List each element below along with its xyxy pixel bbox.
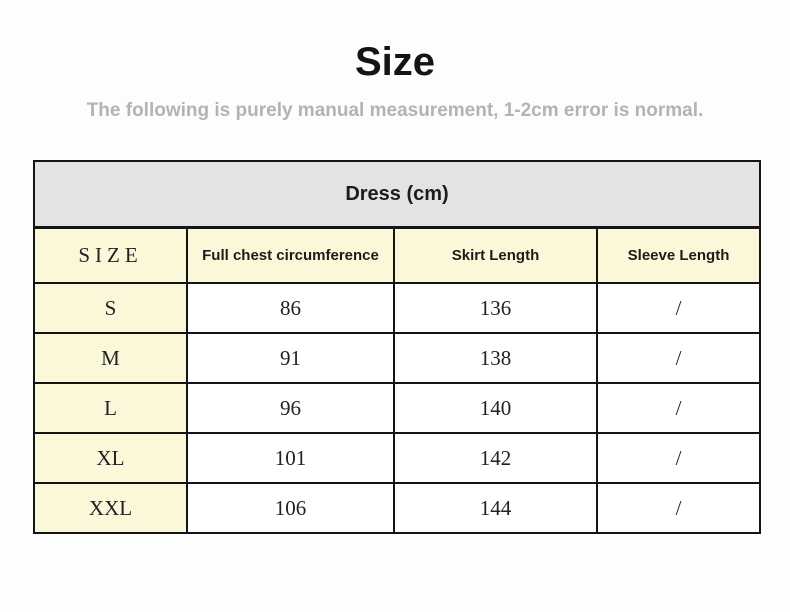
table-row-xl	[34, 433, 760, 483]
size-cell: S	[34, 283, 187, 333]
value-cell: /	[597, 333, 760, 383]
table-row-xxl	[34, 483, 760, 533]
size-table	[33, 160, 761, 534]
value-cell: 106	[187, 483, 394, 533]
page-title: Size	[354, 40, 436, 84]
column-header-skirt-length: Skirt Length	[394, 228, 597, 284]
table-row-m	[34, 333, 760, 383]
value-cell: 136	[394, 283, 597, 333]
value-cell: /	[597, 383, 760, 433]
table-row-s	[34, 283, 760, 333]
table-caption-row	[34, 161, 760, 228]
page-subtitle: The following is purely manual measurement, 1-2cm error is normal.	[86, 100, 704, 121]
size-cell: XXL	[34, 483, 187, 533]
value-cell: 142	[394, 433, 597, 483]
value-cell: 138	[394, 333, 597, 383]
value-cell: 144	[394, 483, 597, 533]
column-header-size: SIZE	[34, 228, 187, 284]
value-cell: /	[597, 433, 760, 483]
size-cell: L	[34, 383, 187, 433]
value-cell: 86	[187, 283, 394, 333]
column-header-chest: Full chest circumference	[187, 228, 394, 284]
size-cell: M	[34, 333, 187, 383]
table-row-l	[34, 383, 760, 433]
value-cell: 96	[187, 383, 394, 433]
column-header-sleeve-length: Sleeve Length	[597, 228, 760, 284]
size-cell: XL	[34, 433, 187, 483]
value-cell: 140	[394, 383, 597, 433]
table-caption: Dress (cm)	[34, 161, 760, 228]
value-cell: /	[597, 483, 760, 533]
table-header-row	[34, 228, 760, 284]
value-cell: 101	[187, 433, 394, 483]
value-cell: /	[597, 283, 760, 333]
value-cell: 91	[187, 333, 394, 383]
